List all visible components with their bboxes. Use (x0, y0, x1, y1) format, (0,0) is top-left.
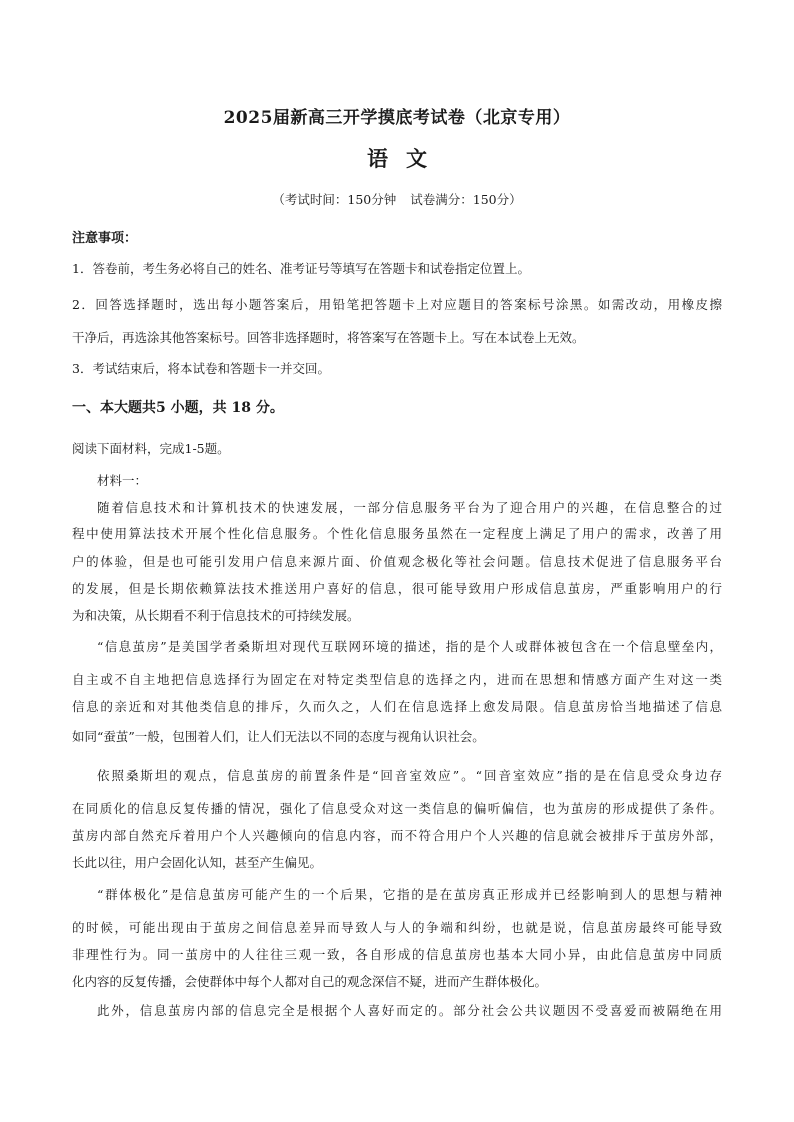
full-score: 试卷满分：150分） (410, 192, 522, 207)
body-line: 茧房内部自然充斥着用户个人兴趣倾向的信息内容，而不符合用户个人兴趣的信息就会被排斥于茧房外部， (72, 828, 722, 843)
body-line: 非理性行为。同一茧房中的人往往三观一致，各自形成的信息茧房也基本大同小异，由此信息茧房中同质 (72, 947, 722, 962)
note-line: 1．答卷前，考生务必将自己的姓名、准考证号等填写在答题卡和试卷指定位置上。 (72, 261, 530, 276)
section-heading: 一、本大题共5 小题，共 18 分。 (72, 400, 284, 416)
body-line: 户的体验，但是也可能引发用户信息来源片面、价值观念极化等社会问题。信息技术促进了信息服务平台 (72, 554, 722, 569)
body-line: 如同“蚕茧”一般，包围着人们，让人们无法以不同的态度与视角认识社会。 (72, 729, 485, 744)
exam-info (0, 190, 794, 208)
body-line: 依照桑斯坦的观点，信息茧房的前置条件是“回音室效应”。“回音室效应”指的是在信息受众身边存 (97, 768, 722, 783)
body-line: “群体极化”是信息茧房可能产生的一个后果，它指的是在茧房真正形成并已经影响到人的思想与精神 (97, 887, 722, 902)
subject-char: 语 (367, 146, 388, 171)
body-line: 此外，信息茧房内部的信息完全是根据个人喜好而定的。部分社会公共议题因不受喜爱而被隔绝在用 (97, 1003, 722, 1018)
material-label: 材料一： (97, 473, 148, 488)
body-line: 自主或不自主地把信息选择行为固定在对特定类型信息的选择之内，进而在思想和情感方面产生对这一类 (72, 672, 722, 687)
body-line: 程中使用算法技术开展个性化信息服务。个性化信息服务虽然在一定程度上满足了用户的需求，改善了用 (72, 526, 722, 541)
body-line: 化内容的反复传播，会使群体中每个人都对自己的观念深信不疑，进而产生群体极化。 (72, 974, 548, 989)
subject-char: 文 (406, 146, 427, 171)
body-line: 长此以往，用户会固化认知，甚至产生偏见。 (72, 855, 323, 870)
note-line: 干净后，再选涂其他答案标号。回答非选择题时，将答案写在答题卡上。写在本试卷上无效。 (72, 330, 585, 345)
instruction: 阅读下面材料，完成1-5题。 (72, 441, 230, 456)
body-line: 的发展，但是长期依赖算法技术推送用户喜好的信息，很可能导致用户形成信息茧房，严重影响用户的行 (72, 581, 722, 596)
body-line: 为和决策，从长期看不利于信息技术的可持续发展。 (72, 608, 360, 623)
note-line: 3．考试结束后，将本试卷和答题卡一并交回。 (72, 361, 330, 376)
notes-title: 注意事项： (72, 231, 138, 246)
body-line: 信息的亲近和对其他类信息的排斥，久而久之，人们在信息选择上愈发局限。信息茧房恰当地描述了信息 (72, 699, 722, 714)
body-line: 随着信息技术和计算机技术的快速发展，一部分信息服务平台为了迎合用户的兴趣，在信息整合的过 (97, 500, 722, 515)
exam-title: 2025届新高三开学摸底考试卷（北京专用） (223, 108, 571, 128)
exam-time: （考试时间：150分钟 (272, 192, 397, 207)
body-line: 在同质化的信息反复传播的情况，强化了信息受众对这一类信息的偏听偏信，也为茧房的形成提供了条件。 (72, 801, 722, 816)
subject-title (0, 143, 794, 173)
note-line: 2．回答选择题时，选出每小题答案后，用铅笔把答题卡上对应题目的答案标号涂黑。如需改动，用橡皮擦 (72, 297, 722, 312)
body-line: “信息茧房”是美国学者桑斯坦对现代互联网环境的描述，指的是个人或群体被包含在一个信息壁垒内， (97, 639, 722, 654)
body-line: 的时候，可能出现由于茧房之间信息差异而导致人与人的争端和纠纷，也就是说，信息茧房最终可能导致 (72, 920, 722, 935)
